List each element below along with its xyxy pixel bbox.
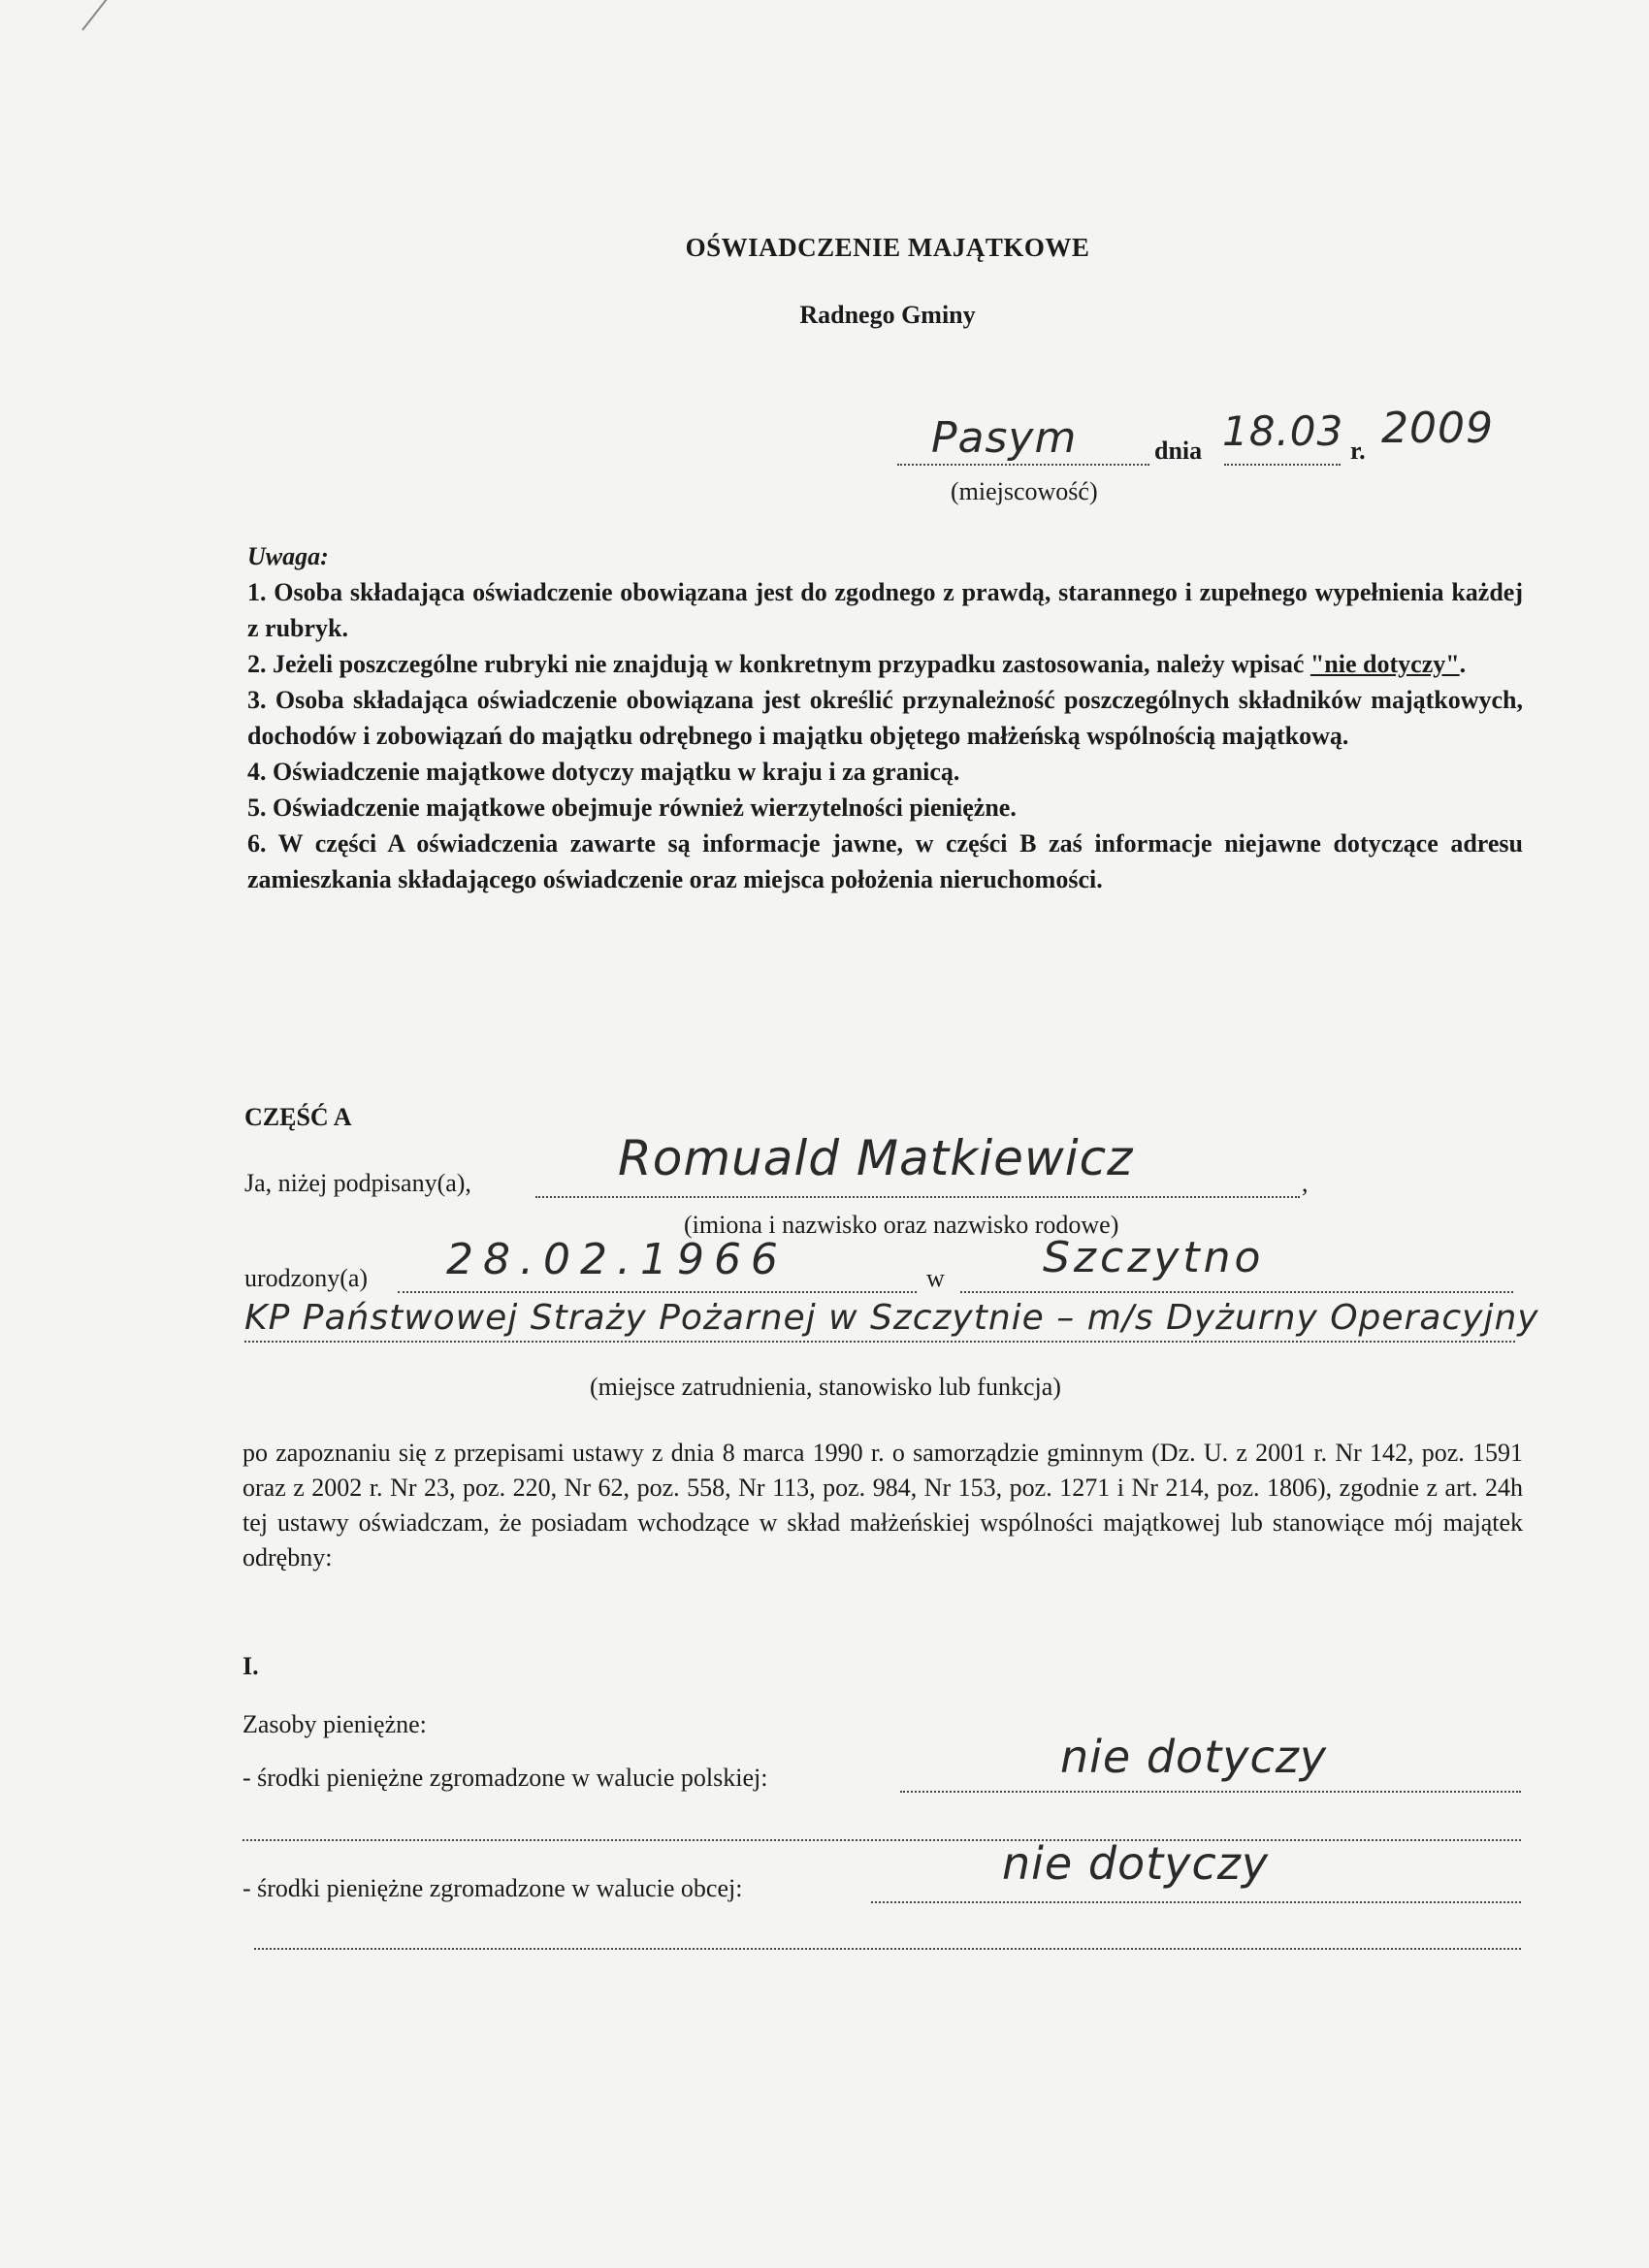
pen-mark: [81, 0, 119, 31]
note-2: 2. Jeżeli poszczególne rubryki nie znajdują w konkretnym przypadku zastosowania, należy wpisać "nie dotyczy".: [247, 650, 1467, 678]
notes-heading: Uwaga:: [247, 542, 329, 570]
employment-field: [244, 1298, 1539, 1343]
signed-field: [535, 1130, 1300, 1198]
part-a-heading: CZĘŚĆ A: [244, 1103, 352, 1131]
foreign-field: [871, 1837, 1521, 1903]
document-subtitle: Radnego Gminy: [799, 301, 976, 329]
place-value: Pasym: [931, 413, 1078, 463]
foreign-extra-line: [254, 1917, 1521, 1950]
in-label: w: [926, 1264, 945, 1292]
note-1: 1. Osoba składająca oświadczenie obowiązana jest do zgodnego z prawdą, starannego i zupełnego wypełnienia każdej z rubryk.: [247, 578, 1523, 642]
note-3: 3. Osoba składająca oświadczenie obowiązana jest określić przynależność poszczególnych składników majątkowych, dochodów i zobowiązań do majątku odrębnego i majątku objętego małżeńską wspólnością majątkową.: [247, 686, 1523, 750]
date-value: 18.03: [1222, 407, 1344, 455]
born-label: urodzony(a): [244, 1264, 369, 1292]
pln-label: - środki pieniężne zgromadzone w walucie polskiej:: [242, 1764, 768, 1792]
note-2-highlight: "nie dotyczy": [1310, 650, 1460, 678]
pln-field: [900, 1731, 1521, 1793]
signed-label: Ja, niżej podpisany(a),: [244, 1169, 471, 1197]
date-field: [1222, 407, 1344, 466]
cash-label: Zasoby pieniężne:: [242, 1710, 427, 1738]
foreign-label: - środki pieniężne zgromadzone w walucie obcej:: [242, 1874, 743, 1902]
year-value: 2009: [1381, 404, 1494, 453]
dnia-label: dnia: [1154, 437, 1203, 465]
pln-value: nie dotyczy: [1060, 1731, 1328, 1783]
note-5: 5. Oświadczenie majątkowe obejmuje również wierzytelności pieniężne.: [247, 794, 1017, 822]
pln-extra-line: [242, 1808, 1521, 1841]
born-date-field: [398, 1235, 917, 1293]
employment-value: KP Państwowej Straży Pożarnej w Szczytnie – m/s Dyżurny Operacyjny: [244, 1298, 1539, 1338]
r-label: r.: [1350, 437, 1366, 465]
born-date-value: 28.02.1966: [446, 1235, 788, 1284]
note-4: 4. Oświadczenie majątkowe dotyczy majątku w kraju i za granicą.: [247, 758, 960, 786]
employment-caption: (miejsce zatrudnienia, stanowisko lub funkcja): [590, 1373, 1061, 1401]
place-field: [897, 413, 1149, 466]
born-place-field: [960, 1233, 1513, 1293]
note-6: 6. W części A oświadczenia zawarte są informacje jawne, w części B zaś informacje niejawne dotyczące adresu zamieszkania składającego oświadczenie oraz miejsca położenia nieruchomości.: [247, 829, 1523, 893]
foreign-value: nie dotyczy: [1002, 1837, 1270, 1890]
place-caption: (miejscowość): [951, 477, 1098, 505]
document-title: OŚWIADCZENIE MAJĄTKOWE: [685, 233, 1090, 262]
name-caption: (imiona i nazwisko oraz nazwisko rodowe): [684, 1211, 1119, 1239]
section-1-heading: I.: [242, 1652, 259, 1680]
notes-block: [247, 538, 1523, 897]
statement-paragraph: po zapoznaniu się z przepisami ustawy z dnia 8 marca 1990 r. o samorządzie gminnym (Dz. U. z 2001 r. Nr 142, poz. 1591 oraz z 2002 r. Nr 23, poz. 220, Nr 62, poz. 558, Nr 113, poz. 984, Nr 153, poz. 1271 i Nr 214, poz. 1806), zgodnie z art. 24h tej ustawy oświadczam, że posiadam wchodzące w skład małżeńskiej wspólności majątkowej lub stanowiące mój majątek odrębny:: [242, 1439, 1523, 1571]
signed-comma: ,: [1302, 1169, 1309, 1197]
born-place-value: Szczytno: [1043, 1233, 1265, 1282]
signed-value: Romuald Matkiewicz: [618, 1130, 1134, 1186]
